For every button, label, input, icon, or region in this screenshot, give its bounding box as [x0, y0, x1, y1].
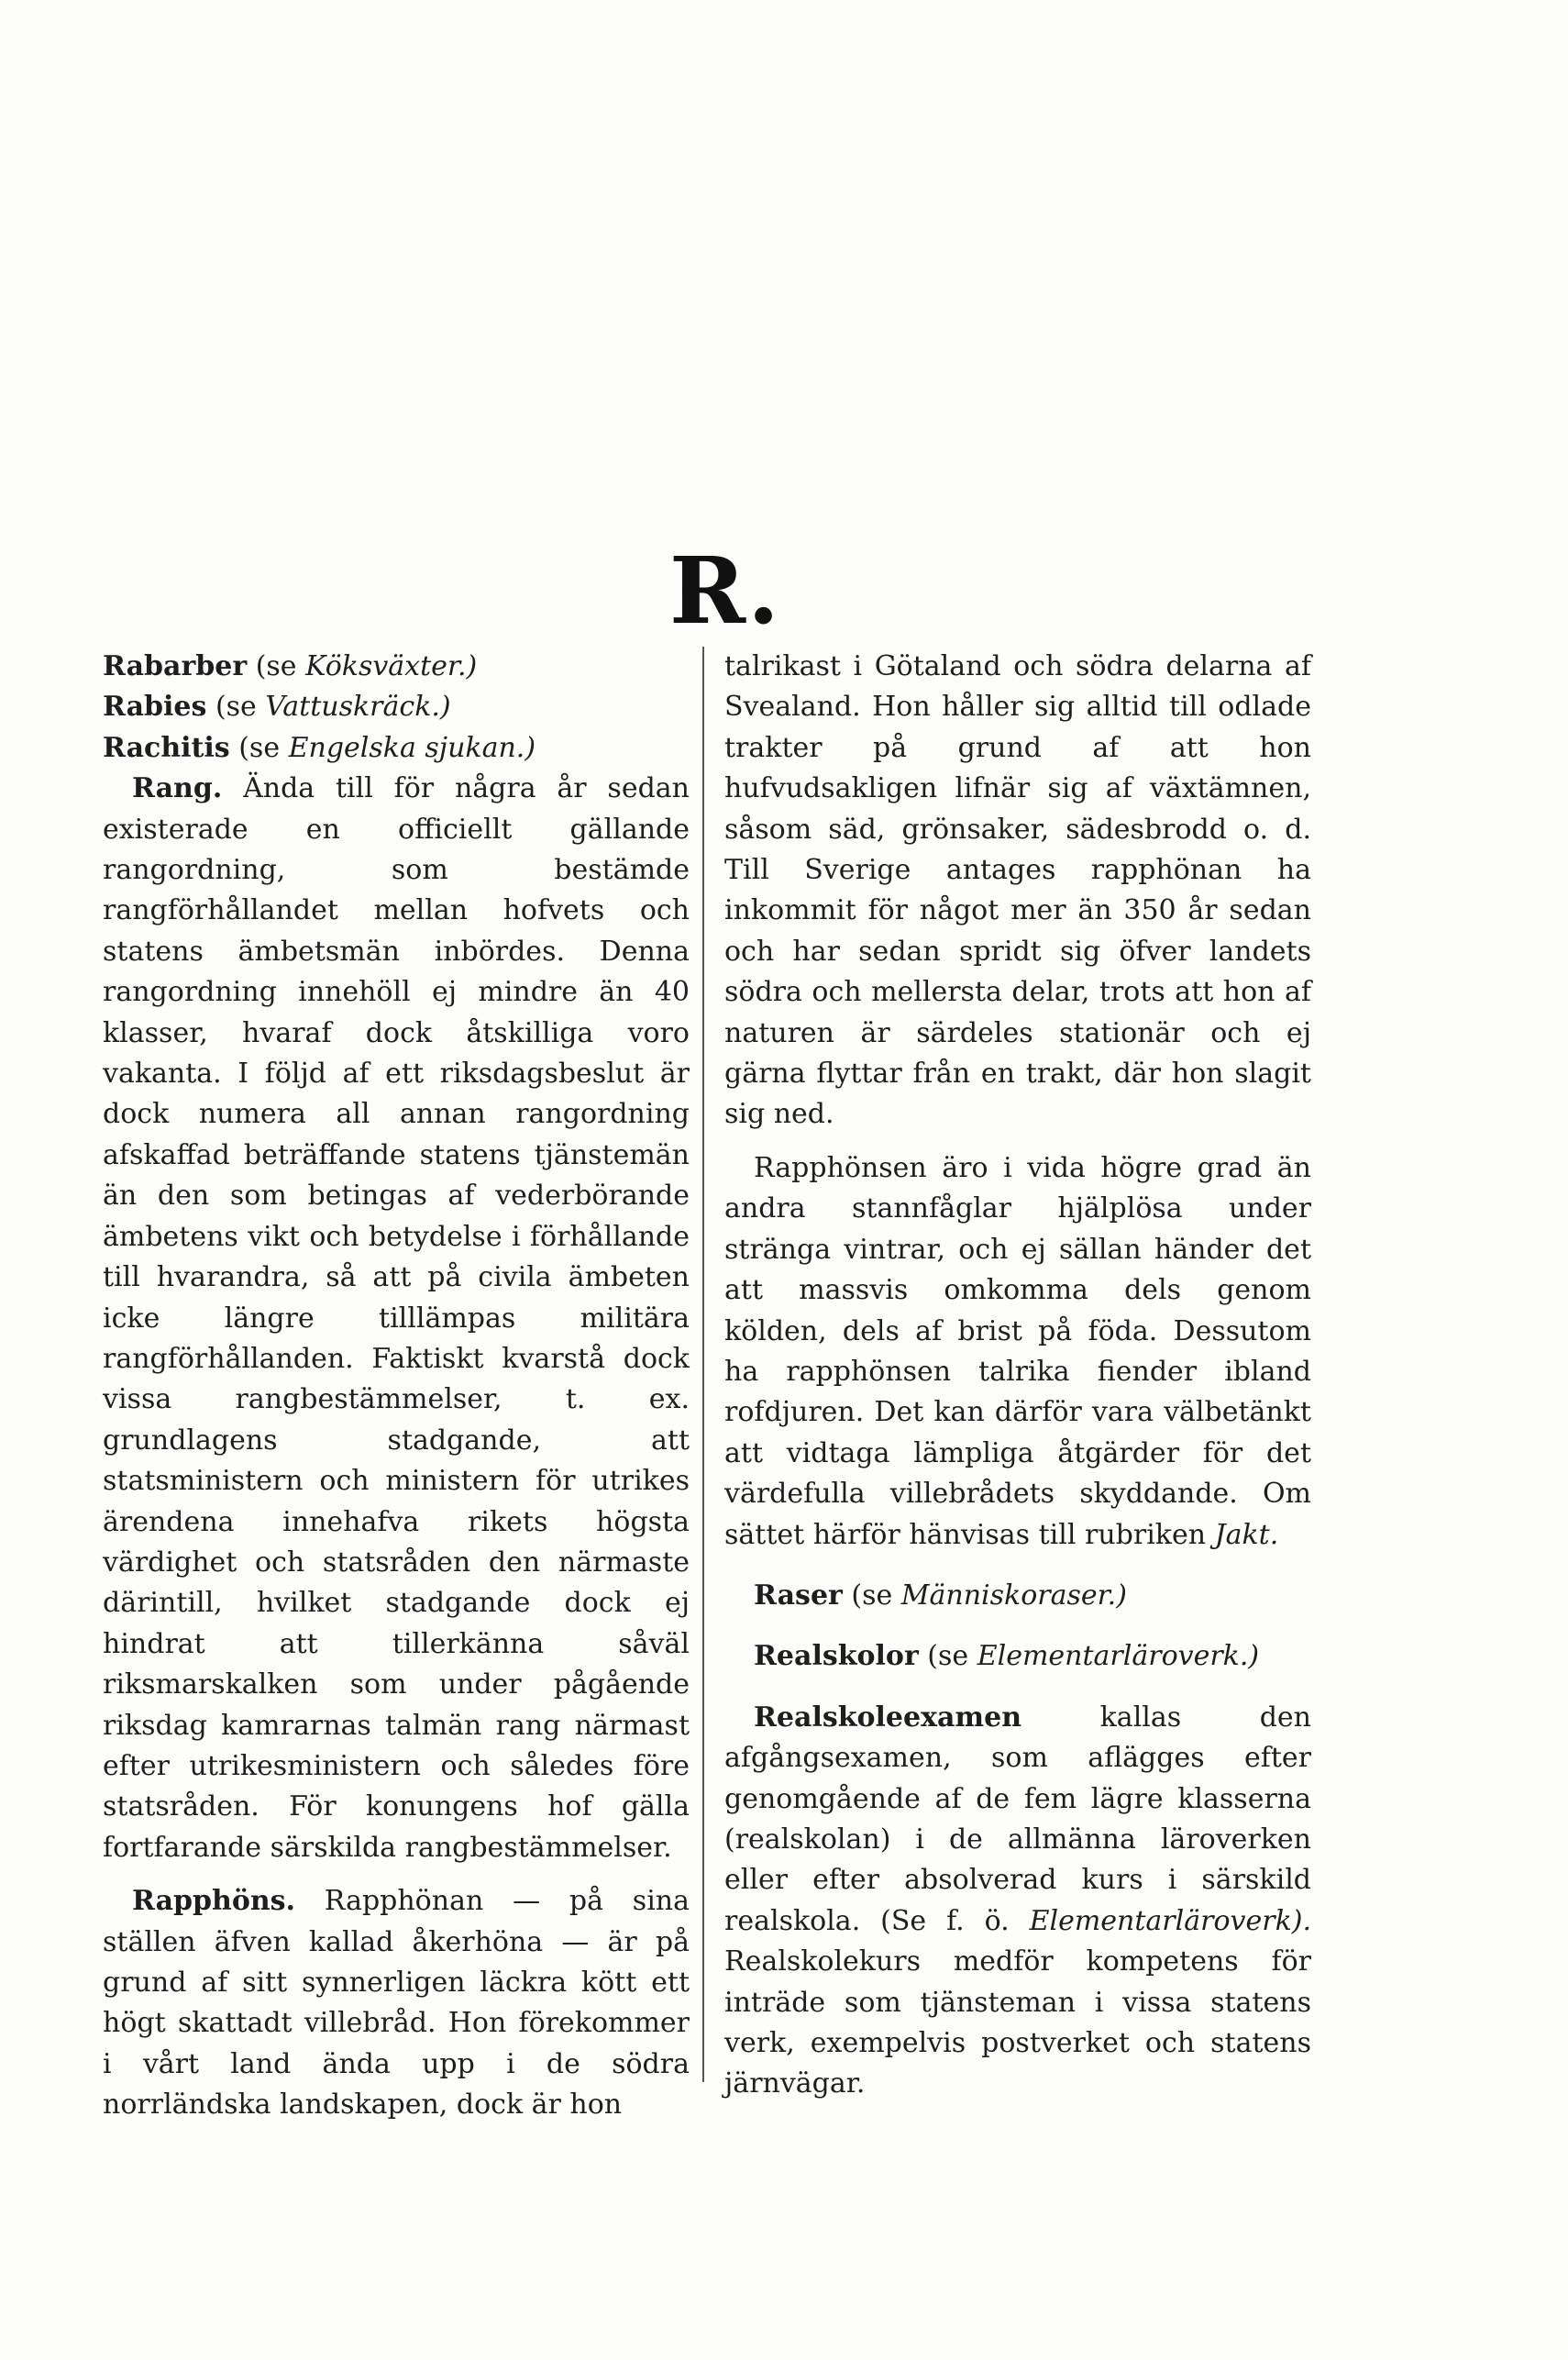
entry-head: Rabies — [103, 691, 207, 724]
entry-rapphons-continued: talrikast i Götaland och södra delarna af Svealand. Hon håller sig alltid till odlade trakter på grund af att hon hufvudsakligen lifnär sig af växtämnen, såsom säd, grönsaker, sädesbrodd o. d. Till Sverige antages rapphönan ha inkommit för något mer än 350 år sedan och har sedan spridt sig öfver landets södra och mellersta delar, trots att hon af naturen är särdeles stationär och ej gärna flyttar från en trakt, där hon slagit sig ned. — [724, 650, 1311, 1131]
entry-text: Rapphönsen äro i vida högre grad än andra stannfåglar hjälplösa under stränga vintrar, och ej sällan händer det att massvis omkomma dels genom kölden, dels af brist på föda. Dessutom ha rapphönsen talrika fiender ibland rofdjuren. Det kan därför vara välbetänkt att vidtaga lämpliga åtgärder för det värdefulla villebrådets skyddande. Om sättet härför hänvisas till rubriken — [724, 1151, 1311, 1551]
entry-rachitis — [103, 728, 690, 769]
entry-ref: Köksväxter.) — [305, 650, 478, 682]
entry-see: (se — [918, 1640, 977, 1673]
entry-ref: Elementarläroverk). — [1029, 1904, 1311, 1937]
entry-text: Realskolekurs medför kompetens för inträde som tjänsteman i vissa statens verk, exempelvis postverket och statens järnvägar. — [724, 1945, 1311, 2100]
entry-head: Rachitis — [103, 731, 230, 764]
entry-head: Realskolor — [754, 1640, 919, 1673]
entry-head: Rapphöns. — [132, 1885, 295, 1918]
entry-text: Rapphönan — på sina ställen äfven kallad åkerhöna — är på grund af sitt synnerligen läckra kött ett högt skattadt villebråd. Hon förekommer i vårt land ända upp i de södra norrländska landskapen, dock är hon — [103, 1885, 690, 2122]
entry-rapphons-paragraph — [724, 1148, 1311, 1556]
entry-see: (se — [842, 1579, 901, 1612]
section-letter: R. — [669, 537, 781, 645]
entry-ref: Elementarläroverk.) — [977, 1640, 1260, 1673]
right-column — [724, 647, 1311, 2105]
entry-head: Raser — [754, 1579, 843, 1612]
entry-see: (se — [247, 650, 306, 682]
entry-ref: Vattuskräck.) — [265, 691, 451, 724]
entry-realskolor — [724, 1636, 1311, 1677]
entry-ref: Jakt. — [1214, 1518, 1279, 1551]
entry-rabies — [103, 687, 690, 727]
entry-head: Realskoleexamen — [754, 1701, 1022, 1734]
entry-ref: Människoraser.) — [900, 1579, 1127, 1612]
entry-rabarber — [103, 647, 690, 687]
entry-rang — [103, 769, 690, 1868]
entry-rapphons — [103, 1881, 690, 2125]
entry-see: (se — [206, 691, 266, 724]
entry-head: Rabarber — [103, 650, 248, 682]
entry-text: Ända till för några år sedan existerade en officiellt gällande rangordning, som bestämde rangförhållandet mellan hofvets och statens ämbetsmän inbördes. Denna rangordning innehöll ej mindre än 40 klasser, hvaraf dock åtskilliga voro vakanta. I följd af ett riksdagsbeslut är dock numera all annan rangordning afskaffad beträffande statens tjänstemän än den som betingas af vederbörande ämbetens vikt och betydelse i förhållande till hvarandra, så att på civila ämbeten icke längre tilllämpas militära rangförhållanden. Faktiskt kvarstå dock vissa rangbestämmelser, t. ex. grundlagens stadgande, att statsministern och ministern för utrikes ärendena innehafva rikets högsta värdighet och statsråden den närmaste därintill, hvilket stadgande dock ej hindrat att tillerkänna såväl riksmarskalken som under pågående riksdag kamrarnas talmän rang närmast efter utrikesministern och således före statsråden. För konungens hof gälla fortfarande särskilda rangbestämmelser. — [103, 772, 690, 1864]
left-column — [103, 647, 690, 2126]
entry-ref: Engelska sjukan.) — [288, 731, 536, 764]
entry-raser — [724, 1576, 1311, 1616]
entry-head: Rang. — [132, 772, 223, 805]
entry-see: (se — [229, 731, 289, 764]
entry-realskoleexamen — [724, 1698, 1311, 2105]
column-divider — [702, 647, 704, 2082]
entry-text: kallas den afgångsexamen, som aflägges efter genomgående af de fem lägre klasserna (realskolan) i de allmänna läroverken eller efter absolverad kurs i särskild realskola. (Se f. ö. — [724, 1701, 1311, 1937]
